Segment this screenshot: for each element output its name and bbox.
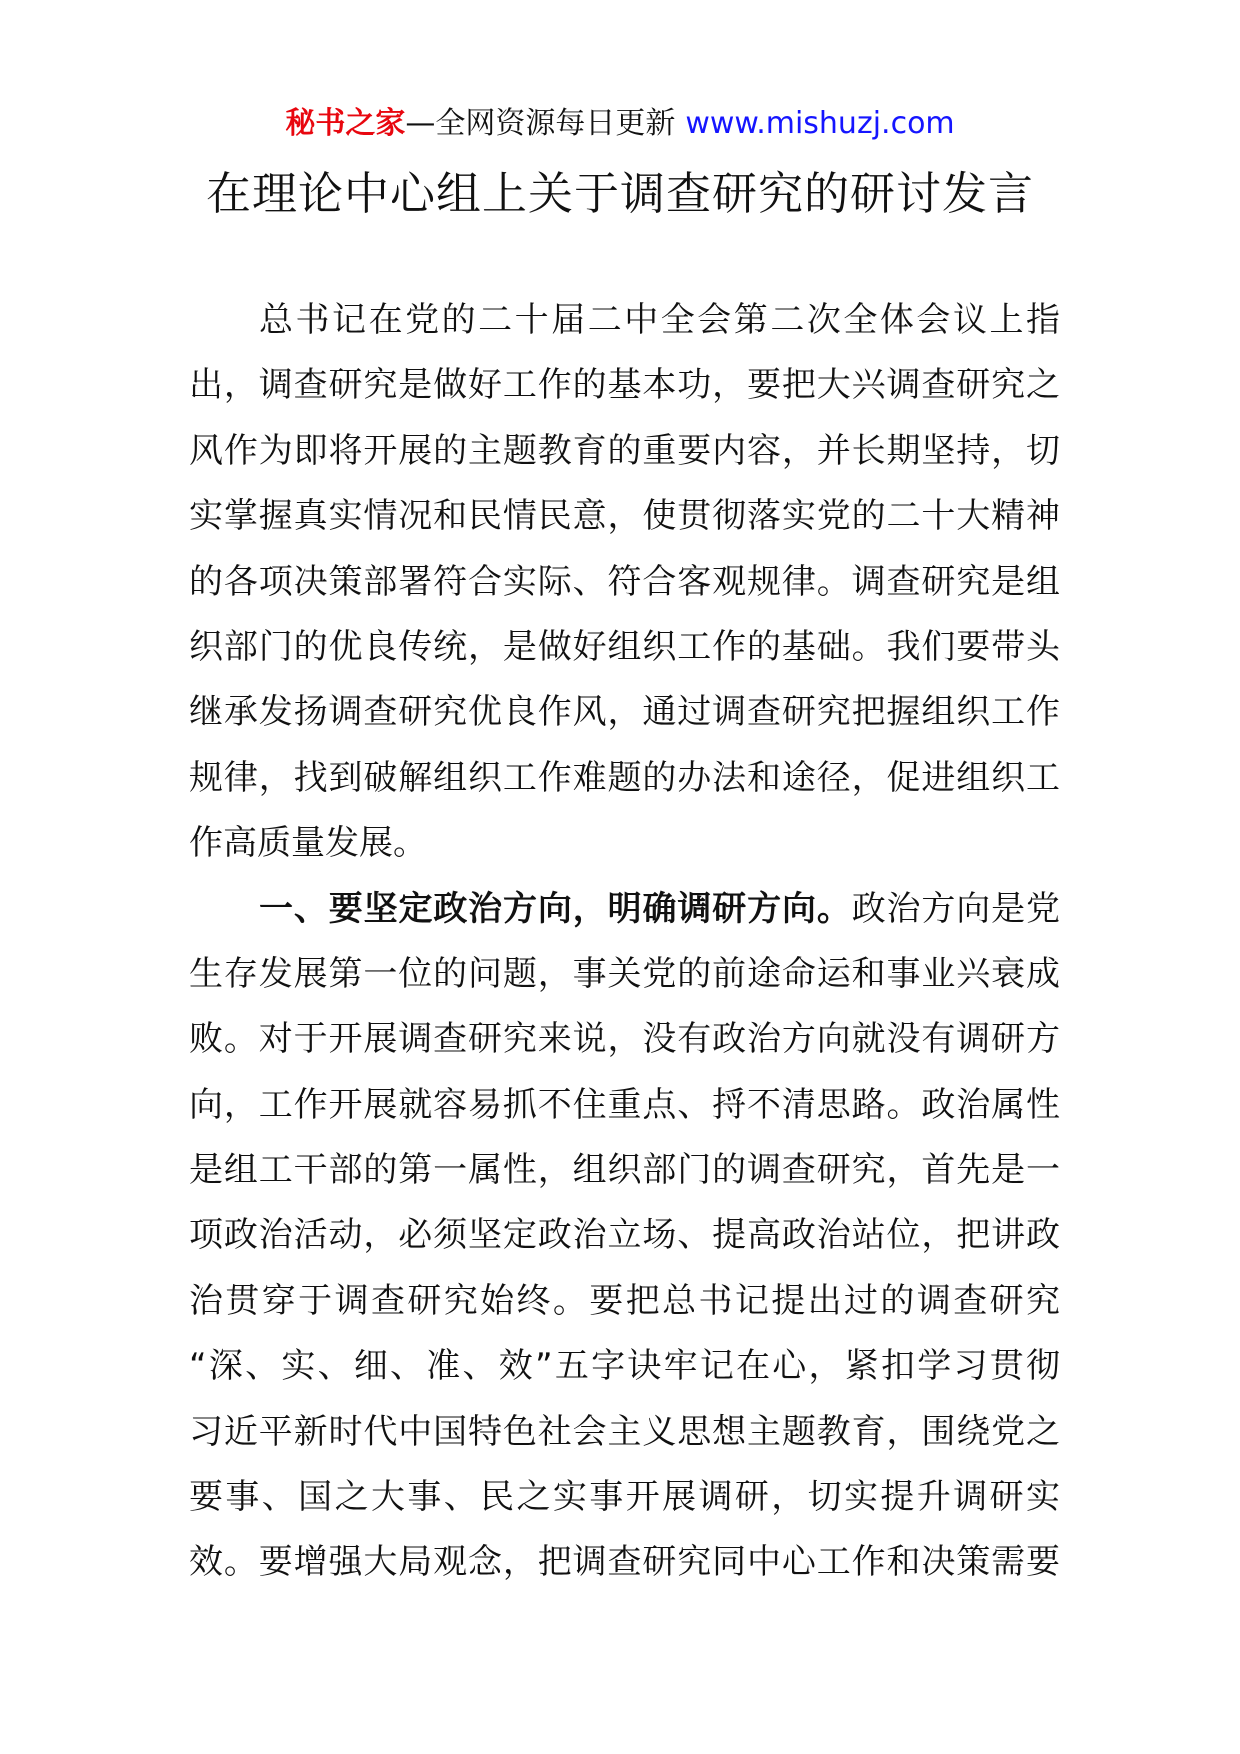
- paragraph-section-one: [189, 877, 1060, 1596]
- text-line: 继承发扬调查研究优良作风，通过调查研究把握组织工作: [189, 692, 1060, 733]
- text-line: 出，调查研究是做好工作的基本功，要把大兴调查研究之: [189, 365, 1060, 406]
- text-line: 是组工干部的第一属性，组织部门的调查研究，首先是一: [189, 1150, 1060, 1191]
- text-line: 向，工作开展就容易抓不住重点、捋不清思路。政治属性: [189, 1084, 1060, 1125]
- text-line: 实掌握真实情况和民情民意，使贯彻落实党的二十大精神: [189, 496, 1060, 537]
- text-line: 要事、国之大事、民之实事开展调研，切实提升调研实: [189, 1477, 1060, 1518]
- site-header: [0, 104, 1240, 144]
- text-line: “深、实、细、准、效”五字诀牢记在心，紧扣学习贯彻: [189, 1346, 1060, 1387]
- site-url-link[interactable]: www.mishuzj.com: [685, 106, 955, 141]
- text-line-rest: 政治方向是党: [851, 888, 1060, 929]
- document-body: [189, 288, 1060, 1596]
- site-tagline: —全网资源每日更新: [405, 106, 676, 141]
- text-line: 的各项决策部署符合实际、符合客观规律。调查研究是组: [189, 561, 1060, 602]
- text-line: 效。要增强大局观念，把调查研究同中心工作和决策需要: [189, 1542, 1060, 1583]
- text-line: 治贯穿于调查研究始终。要把总书记提出过的调查研究: [189, 1280, 1060, 1321]
- document-title: 在理论中心组上关于调查研究的研讨发言: [205, 167, 1034, 220]
- text-line: 总书记在党的二十届二中全会第二次全体会议上指: [259, 300, 1060, 340]
- text-line: 风作为即将开展的主题教育的重要内容，并长期坚持，切: [189, 430, 1060, 471]
- site-brand: 秘书之家: [285, 106, 406, 141]
- text-line: 作高质量发展。: [189, 823, 427, 864]
- text-line: 生存发展第一位的问题，事关党的前途命运和事业兴衰成: [189, 953, 1060, 994]
- text-line: 败。对于开展调查研究来说，没有政治方向就没有调研方: [189, 1019, 1060, 1060]
- text-line: 项政治活动，必须坚定政治立场、提高政治站位，把讲政: [189, 1215, 1060, 1256]
- text-line: 织部门的优良传统，是做好组织工作的基础。我们要带头: [189, 626, 1060, 667]
- text-line: 习近平新时代中国特色社会主义思想主题教育，围绕党之: [189, 1411, 1060, 1452]
- text-line: 规律，找到破解组织工作难题的办法和途径，促进组织工: [189, 757, 1060, 798]
- text-line: [189, 877, 1060, 942]
- paragraph-intro: [189, 288, 1060, 877]
- section-heading: 一、要坚定政治方向，明确调研方向。: [259, 888, 852, 929]
